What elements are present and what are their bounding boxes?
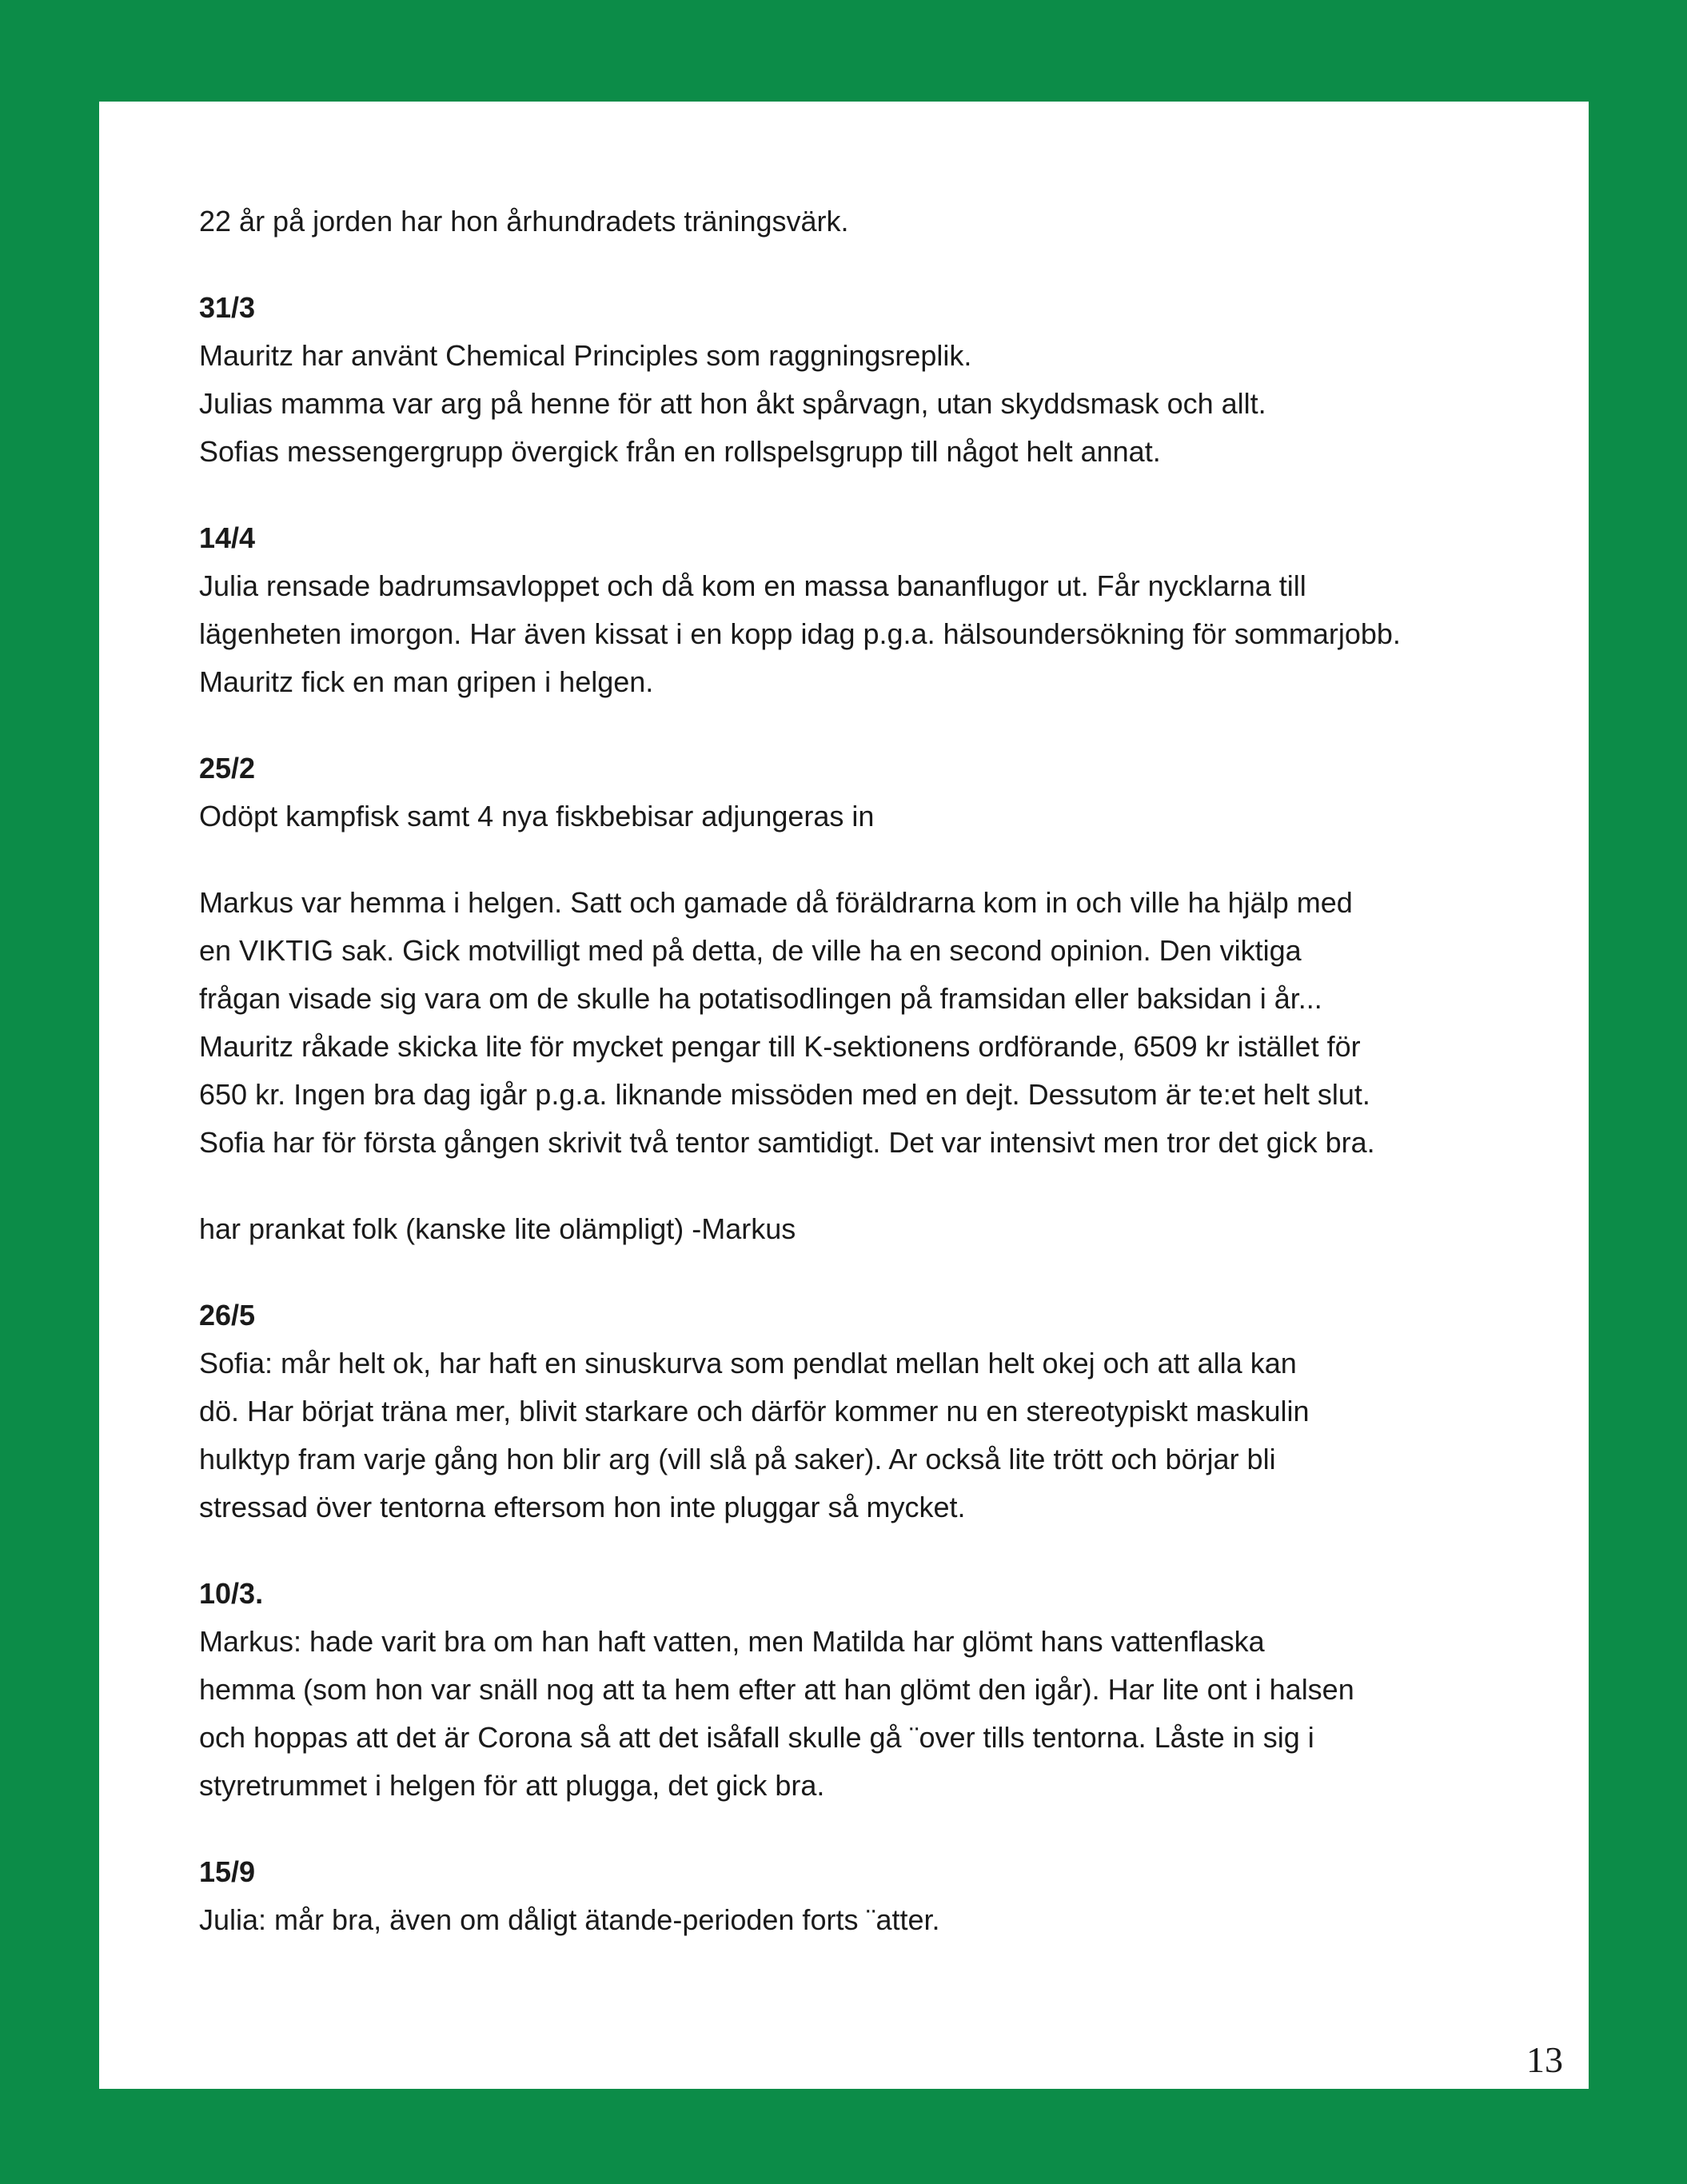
entry-line: Sofias messengergrupp övergick från en rollspelsgrupp till något helt annat. (199, 435, 1161, 468)
entry-line: Mauritz har använt Chemical Principles som raggningsreplik. (199, 339, 972, 372)
entry (199, 198, 1526, 246)
entry-line: stressad över tentorna eftersom hon inte pluggar så mycket. (199, 1491, 966, 1523)
page-content (199, 198, 1526, 1982)
entry-line: Sofia: mår helt ok, har haft en sinuskurva som pendlat mellan helt okej och att alla kan (199, 1347, 1297, 1379)
entry-line: Mauritz fick en man gripen i helgen. (199, 665, 654, 698)
entry-line: hulktyp fram varje gång hon blir arg (vill slå på saker). Ar också lite trött och börjar bli (199, 1443, 1276, 1475)
page (99, 102, 1589, 2089)
entry-date: 25/2 (199, 752, 256, 785)
entry-line: Mauritz råkade skicka lite för mycket pengar till K-sektionens ordförande, 6509 kr istället för (199, 1030, 1361, 1063)
entry (199, 1292, 1526, 1531)
entry (199, 745, 1526, 840)
entry (199, 1205, 1526, 1253)
entry-line: Odöpt kampfisk samt 4 nya fiskbebisar adjungeras in (199, 800, 875, 832)
entry (199, 879, 1526, 1167)
entry-date: 10/3. (199, 1577, 264, 1610)
entry-date: 26/5 (199, 1299, 256, 1332)
entry-line: Julia rensade badrumsavloppet och då kom en massa bananflugor ut. Får nycklarna till (199, 569, 1306, 602)
entry-line: har prankat folk (kanske lite olämpligt) -Markus (199, 1212, 796, 1245)
entry (199, 284, 1526, 476)
entry-line: lägenheten imorgon. Har även kissat i en kopp idag p.g.a. hälsoundersökning för sommarjobb. (199, 617, 1401, 650)
entry-date: 15/9 (199, 1855, 256, 1888)
entry-line: 22 år på jorden har hon århundradets träningsvärk. (199, 205, 849, 238)
entry-line: styretrummet i helgen för att plugga, det gick bra. (199, 1769, 825, 1802)
entry-line: Markus: hade varit bra om han haft vatten, men Matilda har glömt hans vattenflaska (199, 1625, 1265, 1658)
entry (199, 1848, 1526, 1944)
entry-line: hemma (som hon var snäll nog att ta hem efter att han glömt den igår). Har lite ont i halsen (199, 1673, 1354, 1706)
entry-line: och hoppas att det är Corona så att det isåfall skulle gå ¨over tills tentorna. Låste in sig i (199, 1721, 1314, 1754)
entry-line: Julia: mår bra, även om dåligt ätande-perioden forts ¨atter. (199, 1903, 940, 1936)
entry-line: Markus var hemma i helgen. Satt och gamade då föräldrarna kom in och ville ha hjälp med (199, 886, 1353, 919)
entry-line: en VIKTIG sak. Gick motvilligt med på detta, de ville ha en second opinion. Den viktiga (199, 934, 1302, 967)
entry-line: 650 kr. Ingen bra dag igår p.g.a. liknande missöden med en dejt. Dessutom är te:et helt slut. (199, 1078, 1370, 1111)
page-number: 13 (1526, 2039, 1563, 2080)
entry-line: frågan visade sig vara om de skulle ha potatisodlingen på framsidan eller baksidan i år... (199, 982, 1322, 1015)
entry (199, 1570, 1526, 1810)
entry-line: Julias mamma var arg på henne för att hon åkt spårvagn, utan skyddsmask och allt. (199, 387, 1266, 420)
entry-date: 31/3 (199, 291, 256, 324)
entry-date: 14/4 (199, 521, 256, 554)
entry-line: dö. Har börjat träna mer, blivit starkare och därför kommer nu en stereotypiskt maskulin (199, 1395, 1310, 1427)
entry (199, 514, 1526, 706)
entry-line: Sofia har för första gången skrivit två tentor samtidigt. Det var intensivt men tror det gick bra. (199, 1126, 1375, 1159)
